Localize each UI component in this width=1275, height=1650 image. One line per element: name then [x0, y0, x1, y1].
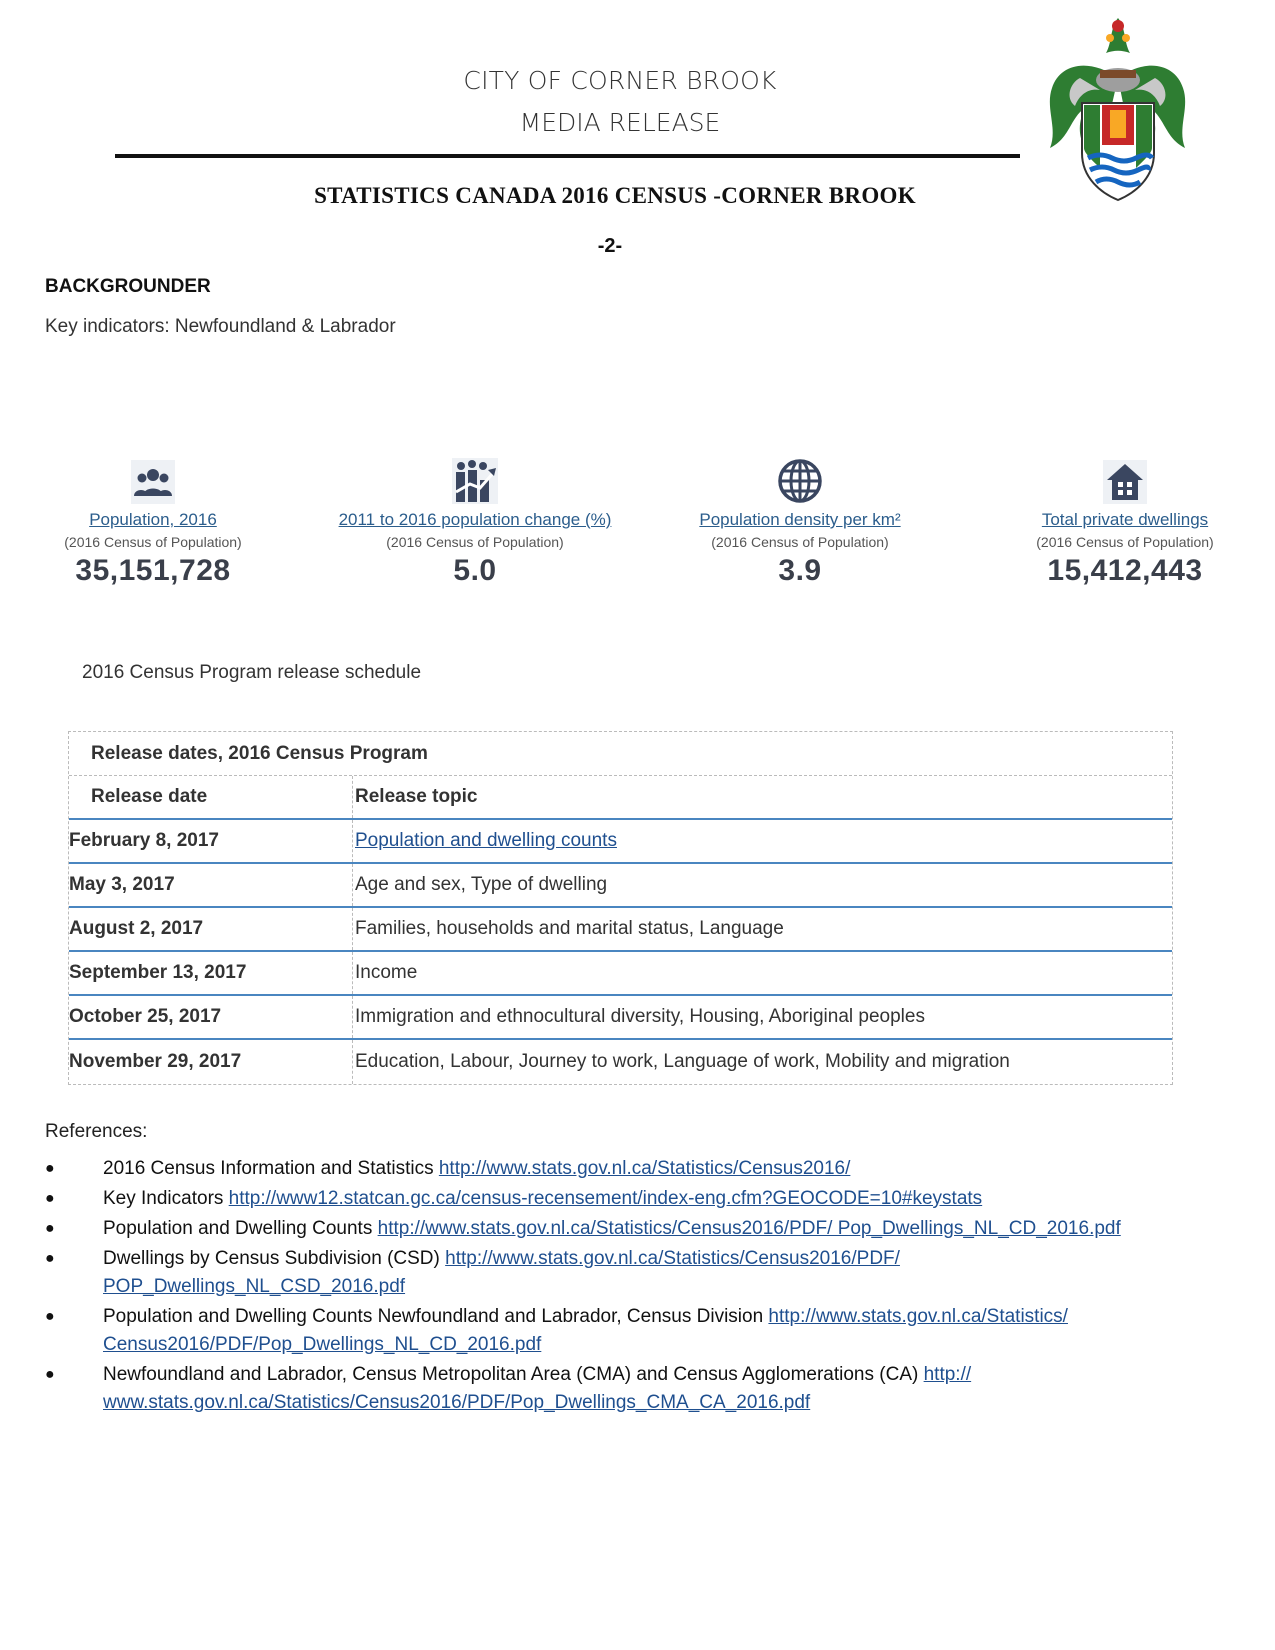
- release-topic-link[interactable]: Population and dwelling counts: [355, 830, 617, 851]
- release-date: November 29, 2017: [69, 1040, 353, 1084]
- reference-text: 2016 Census Information and Statistics: [103, 1158, 439, 1179]
- bullet-icon: ●: [45, 1366, 55, 1383]
- population-change-icon: [330, 458, 620, 504]
- indicator-source: (2016 Census of Population): [711, 534, 889, 550]
- reference-link[interactable]: http://www.stats.gov.nl.ca/Statistics/Census2016/PDF/ POP_Dwellings_NL_CSD_2016.pdf: [103, 1248, 900, 1297]
- list-item: [45, 1155, 1185, 1183]
- organization-name: CITY OF CORNER BROOK: [463, 66, 777, 95]
- release-date: February 8, 2017: [69, 820, 353, 862]
- bullet-icon: ●: [45, 1160, 55, 1177]
- indicator-value: 3.9: [778, 554, 822, 587]
- indicator-source: (2016 Census of Population): [1036, 534, 1214, 550]
- list-item: [45, 1361, 1185, 1417]
- bullet-icon: ●: [45, 1308, 55, 1325]
- release-topic: Income: [355, 962, 418, 983]
- list-item: [45, 1245, 1185, 1301]
- indicator-label[interactable]: Population density per km²: [699, 510, 901, 529]
- document-type: MEDIA RELEASE: [519, 108, 721, 137]
- reference-text: Newfoundland and Labrador, Census Metropolitan Area (CMA) and Census Agglomerations (CA): [103, 1364, 924, 1385]
- bullet-icon: ●: [45, 1250, 55, 1267]
- list-item: [45, 1303, 1185, 1359]
- release-date: May 3, 2017: [69, 864, 353, 906]
- schedule-caption: 2016 Census Program release schedule: [82, 662, 422, 683]
- indicator-source: (2016 Census of Population): [386, 534, 564, 550]
- section-heading: BACKGROUNDER: [45, 276, 211, 297]
- table-row: [69, 1040, 1172, 1084]
- indicator-population-density: [655, 458, 945, 588]
- references-title: References:: [45, 1121, 148, 1142]
- header-rule: [115, 154, 1020, 158]
- release-topic: Education, Labour, Journey to work, Language of work, Mobility and migration: [355, 1051, 1010, 1072]
- page-number: -2-: [597, 235, 623, 257]
- key-indicators-caption: Key indicators: Newfoundland & Labrador: [45, 316, 396, 337]
- table-row: [69, 820, 1172, 864]
- reference-text: Population and Dwelling Counts: [103, 1218, 378, 1239]
- globe-icon: [655, 458, 945, 504]
- release-schedule-table: [68, 731, 1173, 1085]
- list-item: [45, 1185, 1185, 1213]
- table-header-row: [69, 776, 1172, 820]
- release-topic: Families, households and marital status, Language: [355, 918, 784, 939]
- bullet-icon: ●: [45, 1190, 55, 1207]
- indicator-value: 35,151,728: [75, 554, 231, 587]
- release-date: October 25, 2017: [69, 996, 353, 1038]
- indicator-source: (2016 Census of Population): [64, 534, 242, 550]
- indicator-label[interactable]: 2011 to 2016 population change (%): [338, 510, 612, 529]
- reference-link[interactable]: http://www.stats.gov.nl.ca/Statistics/ Census2016/PDF/Pop_Dwellings_NL_CD_2016.pdf: [103, 1306, 1068, 1355]
- reference-link[interactable]: http://www12.statcan.gc.ca/census-recensement/index-eng.cfm?GEOCODE=10#keystats: [228, 1188, 983, 1209]
- table-row: [69, 952, 1172, 996]
- header-release-topic: Release topic: [355, 786, 478, 807]
- indicator-value: 5.0: [453, 554, 497, 587]
- table-row: [69, 908, 1172, 952]
- reference-link[interactable]: http://www.stats.gov.nl.ca/Statistics/Census2016/: [438, 1158, 851, 1179]
- indicator-label[interactable]: Population, 2016: [89, 510, 217, 529]
- indicator-population: [8, 458, 298, 588]
- indicator-private-dwellings: [980, 458, 1270, 588]
- table-row: [69, 864, 1172, 908]
- bullet-icon: ●: [45, 1220, 55, 1237]
- coat-of-arms-icon: [1040, 8, 1195, 208]
- release-topic: Age and sex, Type of dwelling: [355, 874, 608, 895]
- reference-text: Key Indicators: [103, 1188, 229, 1209]
- indicator-label[interactable]: Total private dwellings: [1041, 510, 1209, 529]
- reference-text: Population and Dwelling Counts Newfoundland and Labrador, Census Division: [103, 1306, 769, 1327]
- population-icon: [8, 458, 298, 504]
- indicator-value: 15,412,443: [1047, 554, 1203, 587]
- table-row: [69, 996, 1172, 1040]
- document-title: STATISTICS CANADA 2016 CENSUS -CORNER BROOK: [314, 183, 916, 208]
- release-date: August 2, 2017: [69, 908, 353, 950]
- header-release-date: Release date: [69, 776, 353, 818]
- release-topic: Immigration and ethnocultural diversity, Housing, Aboriginal peoples: [355, 1006, 925, 1027]
- table-caption: Release dates, 2016 Census Program: [69, 732, 1172, 776]
- list-item: [45, 1215, 1185, 1243]
- indicator-population-change: [330, 458, 620, 588]
- references-list: [45, 1155, 1185, 1419]
- release-date: September 13, 2017: [69, 952, 353, 994]
- reference-link[interactable]: http:// www.stats.gov.nl.ca/Statistics/Census2016/PDF/Pop_Dwellings_CMA_CA_2016.pdf: [103, 1364, 972, 1413]
- house-icon: [980, 458, 1270, 504]
- reference-link[interactable]: http://www.stats.gov.nl.ca/Statistics/Census2016/PDF/ Pop_Dwellings_NL_CD_2016.pdf: [377, 1218, 1121, 1239]
- reference-text: Dwellings by Census Subdivision (CSD): [103, 1248, 446, 1269]
